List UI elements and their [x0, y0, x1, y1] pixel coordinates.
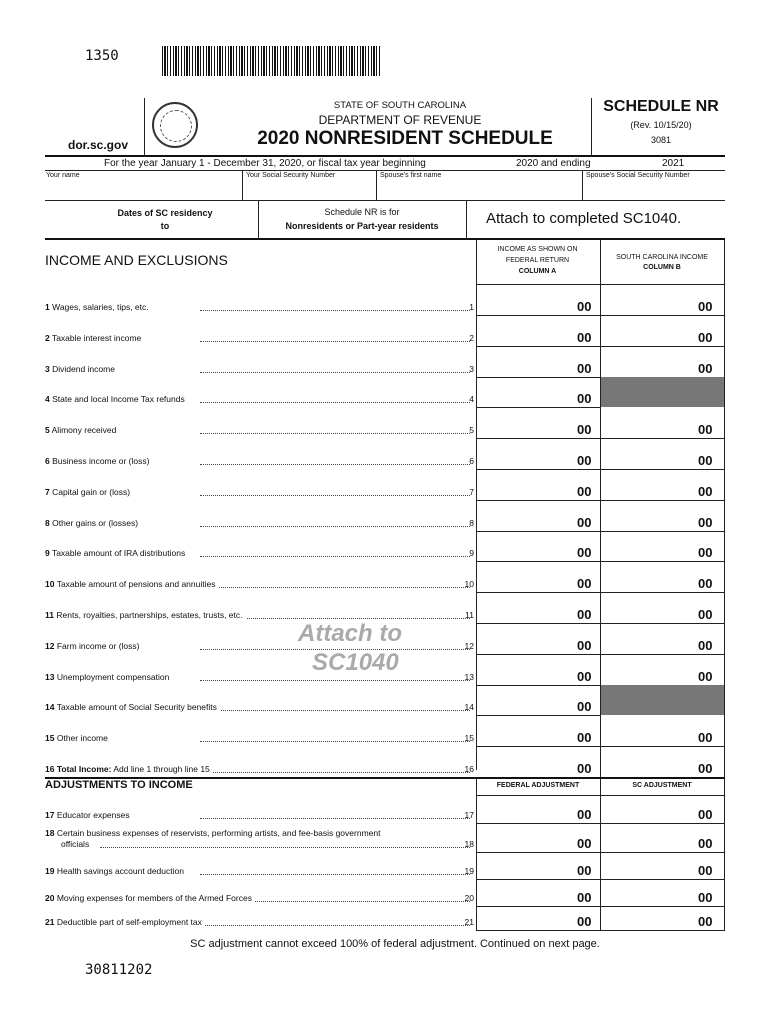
schedule-for-label: Schedule NR is for	[324, 207, 400, 217]
state-seal-icon	[152, 102, 198, 148]
adjustments.lines-line-21	[0, 907, 770, 931]
line-number: 8	[45, 518, 50, 528]
barcode	[162, 46, 382, 76]
line-label	[45, 810, 475, 820]
column-b-cents: 00	[698, 669, 713, 684]
line-ref-number: 19	[464, 866, 474, 876]
line-label-text: Health savings account deduction	[57, 866, 187, 876]
column-b-cents: 00	[698, 890, 713, 905]
your-name-field[interactable]	[45, 172, 242, 200]
line-label-text: Deductible part of self-employment tax	[57, 917, 205, 927]
line-label-text: Unemployment compensation	[57, 672, 172, 682]
column-a-cents: 00	[577, 638, 592, 653]
spouse-first-name-field[interactable]	[377, 172, 582, 200]
line-ref-number: 7	[469, 487, 474, 497]
line-label-text: Other income	[57, 733, 111, 743]
column-b-cents: 00	[698, 515, 713, 530]
department: DEPARTMENT OF REVENUE	[318, 113, 482, 127]
column-b-cents: 00	[698, 863, 713, 878]
column-b-cents: 00	[698, 607, 713, 622]
adjustments.lines-line-20	[0, 880, 770, 907]
column-b-cents: 00	[698, 730, 713, 745]
attach-instruction: Attach to completed SC1040.	[486, 210, 682, 227]
line-ref-number: 4	[469, 394, 474, 404]
column-b-cents: 00	[698, 638, 713, 653]
column-a-cents: 00	[577, 607, 592, 622]
line-number: 13	[45, 672, 55, 682]
column-a-cents: 00	[577, 807, 592, 822]
line-number: 16	[45, 764, 55, 774]
line-ref-number: 3	[469, 364, 474, 374]
column-b-cents: 00	[698, 914, 713, 929]
line-label-text: Capital gain or (loss)	[52, 487, 133, 497]
column-b-cents: 00	[698, 576, 713, 591]
column-a-cents: 00	[577, 836, 592, 851]
line-label	[45, 579, 475, 589]
sc-adjustment-header: SC ADJUSTMENT	[632, 782, 692, 789]
column-a-cents: 00	[577, 391, 592, 406]
line-number: 20	[45, 893, 55, 903]
income_lines-line-16	[0, 747, 770, 778]
line-label	[45, 548, 475, 558]
column-a-cents: 00	[577, 361, 592, 376]
line-ref-number: 13	[464, 672, 474, 682]
income_lines-line-7	[0, 470, 770, 501]
column-a-cents: 00	[577, 890, 592, 905]
line-ref-number: 6	[469, 456, 474, 466]
line-ref-number: 1	[469, 302, 474, 312]
line-label-continued	[61, 839, 491, 849]
line-label-text: Business income or (loss)	[52, 456, 152, 466]
line-label-text: Alimony received	[52, 425, 120, 435]
line-number: 1	[45, 302, 50, 312]
column-a-header-line3: COLUMN A	[518, 268, 557, 275]
section-title-income: INCOME AND EXCLUSIONS	[45, 252, 228, 268]
footer-note: SC adjustment cannot exceed 100% of federal adjustment. Continued on next page.	[190, 938, 600, 950]
line-label	[45, 672, 475, 682]
line-number: 17	[45, 810, 55, 820]
line-label-bold: Total Income:	[56, 764, 112, 774]
line-label-text: Moving expenses for members of the Armed Forces	[57, 893, 255, 903]
end-year: 2021	[662, 158, 685, 169]
line-ref-number: 5	[469, 425, 474, 435]
your-name-label: Your name	[46, 172, 80, 179]
line-ref-number: 2	[469, 333, 474, 343]
line-label-text: Dividend income	[52, 364, 118, 374]
column-b-cents: 00	[698, 807, 713, 822]
adjustments.lines-line-18	[0, 824, 770, 853]
line-ref-number: 14	[464, 702, 474, 712]
state-name: STATE OF SOUTH CAROLINA	[333, 100, 467, 111]
footer-code: 30811202	[85, 962, 153, 978]
your-ssn-field[interactable]	[243, 172, 376, 200]
line-label-text: Taxable amount of pensions and annuities	[57, 579, 219, 589]
column-b-cents: 00	[698, 484, 713, 499]
revision: (Rev. 10/15/20)	[630, 120, 692, 130]
column-b-cents: 00	[698, 361, 713, 376]
residency-dates-label: Dates of SC residency	[117, 208, 213, 218]
line-label-text: State and local Income Tax refunds	[52, 394, 188, 404]
column-b-cents: 00	[698, 299, 713, 314]
column-b-cents: 00	[698, 453, 713, 468]
line-label	[45, 394, 475, 404]
income_lines-line-10	[0, 562, 770, 593]
line-ref-number: 8	[469, 518, 474, 528]
line-number: 12	[45, 641, 55, 651]
adjustments.lines-line-17	[0, 796, 770, 824]
line-number: 2	[45, 333, 50, 343]
tax-year-ending: 2020 and ending	[516, 158, 591, 169]
line-label	[45, 425, 475, 435]
divider	[45, 200, 725, 201]
line-number: 6	[45, 456, 50, 466]
form-number: 3081	[650, 135, 672, 145]
line-number: 19	[45, 866, 55, 876]
spouse-ssn-field[interactable]	[583, 172, 725, 200]
line-ref-number: 17	[464, 810, 474, 820]
income_lines-line-2	[0, 316, 770, 347]
your-ssn-label: Your Social Security Number	[246, 172, 336, 179]
column-a-cents: 00	[577, 484, 592, 499]
line-label-text: Farm income or (loss)	[57, 641, 143, 651]
column-b-cents: 00	[698, 545, 713, 560]
form-code: 1350	[85, 48, 119, 64]
section-title-adjustments: ADJUSTMENTS TO INCOME	[45, 779, 193, 791]
line-ref-number: 16	[464, 764, 474, 774]
column-a-cents: 00	[577, 699, 592, 714]
column-b-shaded-cell	[601, 377, 724, 407]
divider	[45, 238, 725, 240]
column-a-cents: 00	[577, 422, 592, 437]
line-label	[45, 456, 475, 466]
divider	[466, 200, 467, 238]
column-b-cents: 00	[698, 422, 713, 437]
column-a-cents: 00	[577, 576, 592, 591]
line-number: 4	[45, 394, 50, 404]
column-a-cents: 00	[577, 515, 592, 530]
line-label-text: Taxable amount of IRA distributions	[52, 548, 188, 558]
line-ref-number: 12	[464, 641, 474, 651]
column-a-cents: 00	[577, 299, 592, 314]
column-b-cents: 00	[698, 836, 713, 851]
line-label	[45, 610, 475, 620]
column-a-cents: 00	[577, 914, 592, 929]
line-ref-number: 21	[464, 917, 474, 927]
column-a-cents: 00	[577, 669, 592, 684]
column-a-cents: 00	[577, 761, 592, 776]
income_lines-line-9	[0, 531, 770, 562]
line-number: 9	[45, 548, 50, 558]
column-b-header-line2: COLUMN B	[643, 264, 681, 271]
divider	[45, 170, 725, 171]
line-number: 5	[45, 425, 50, 435]
income_lines-line-1	[0, 285, 770, 316]
line-ref-number: 15	[464, 733, 474, 743]
line-ref-number: 11	[465, 610, 474, 620]
line-number: 15	[45, 733, 55, 743]
income_lines-line-14	[0, 685, 770, 716]
line-label-text: Educator expenses	[57, 810, 133, 820]
line-label-text: Wages, salaries, tips, etc.	[52, 302, 152, 312]
federal-adjustment-header: FEDERAL ADJUSTMENT	[496, 782, 580, 789]
line-number: 10	[45, 579, 55, 589]
line-ref-number: 10	[464, 579, 474, 589]
column-a-header-line2: FEDERAL RETURN	[505, 257, 570, 264]
income_lines-line-3	[0, 347, 770, 378]
income_lines-line-15	[0, 716, 770, 747]
line-label	[45, 702, 475, 712]
line-label	[45, 364, 475, 374]
page-title: 2020 NONRESIDENT SCHEDULE	[257, 128, 553, 149]
line-label	[45, 518, 475, 528]
line-number: 3	[45, 364, 50, 374]
column-a-cents: 00	[577, 545, 592, 560]
spouse-first-name-label: Spouse's first name	[380, 172, 442, 179]
column-b-header-line1: SOUTH CAROLINA INCOME	[616, 254, 708, 261]
spouse-ssn-label: Spouse's Social Security Number	[586, 172, 690, 179]
income_lines-line-6	[0, 439, 770, 470]
line-label	[45, 866, 475, 876]
column-b-cents: 00	[698, 330, 713, 345]
divider	[258, 200, 259, 238]
line-label	[45, 641, 475, 651]
line-label-text: Rents, royalties, partnerships, estates, trusts, etc.	[56, 610, 245, 620]
schedule-name: SCHEDULE NR	[603, 98, 719, 115]
column-a-cents: 00	[577, 330, 592, 345]
residency-to-label: to	[160, 221, 170, 231]
line-label	[45, 487, 475, 497]
attach-stamp-line1: Attach to	[298, 620, 402, 647]
column-a-cents: 00	[577, 863, 592, 878]
column-a-cents: 00	[577, 453, 592, 468]
income_lines-line-4	[0, 377, 770, 408]
adjustments.lines-line-19	[0, 853, 770, 880]
column-a-cents: 00	[577, 730, 592, 745]
line-ref-number: 18	[464, 839, 474, 849]
website: dor.sc.gov	[68, 138, 129, 152]
line-label-text: Add line 1 through line 15	[113, 764, 212, 774]
line-ref-number: 20	[464, 893, 474, 903]
column-a-header-line1: INCOME AS SHOWN ON	[497, 246, 578, 253]
line-number: 7	[45, 487, 50, 497]
line-label	[45, 733, 475, 743]
line-ref-number: 9	[469, 548, 474, 558]
divider	[144, 98, 145, 156]
line-number: 18	[45, 828, 55, 838]
divider	[45, 155, 725, 157]
line-number: 11	[45, 610, 54, 620]
line-label-text: Taxable interest income	[52, 333, 144, 343]
line-label	[45, 764, 475, 774]
line-label	[45, 917, 475, 927]
line-label-text: officials	[61, 839, 92, 849]
line-label	[45, 333, 475, 343]
line-number: 14	[45, 702, 55, 712]
divider	[591, 98, 592, 156]
line-label-text: Certain business expenses of reservists, performing artists, and fee-basis government	[57, 828, 384, 838]
line-number: 21	[45, 917, 55, 927]
line-label-text: Other gains or (losses)	[52, 518, 141, 528]
attach-stamp-line2: SC1040	[312, 649, 399, 676]
income_lines-line-8	[0, 501, 770, 532]
line-label	[45, 828, 475, 838]
residency-type-label: Nonresidents or Part-year residents	[285, 221, 439, 231]
line-label	[45, 302, 475, 312]
income_lines-line-5	[0, 408, 770, 439]
column-b-shaded-cell	[601, 685, 724, 715]
line-label	[45, 893, 475, 903]
column-b-cents: 00	[698, 761, 713, 776]
tax-year-line: For the year January 1 - December 31, 2020, or fiscal tax year beginning	[104, 158, 426, 169]
line-label-text: Taxable amount of Social Security benefits	[57, 702, 220, 712]
